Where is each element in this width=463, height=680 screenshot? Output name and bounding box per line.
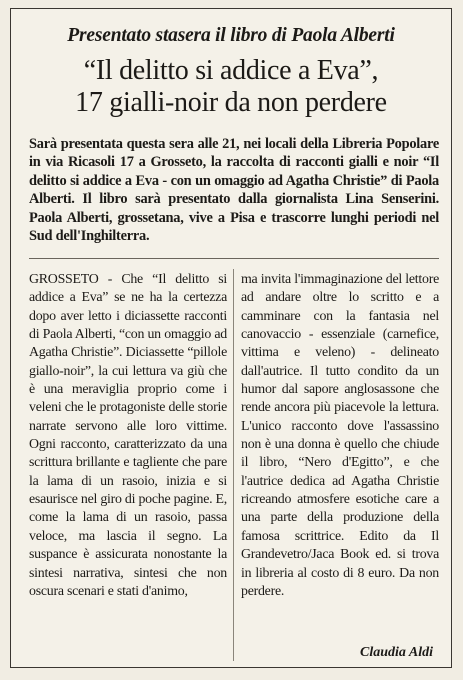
section-divider bbox=[29, 258, 439, 259]
column-divider bbox=[233, 269, 234, 661]
article-headline bbox=[11, 55, 451, 119]
article-summary: Sarà presentata questa sera alle 21, nei locali della Libreria Popolare in via Ricasoli 17 a Grosseto, la raccolta di racconti gialli e noir “Il delitto si addice a Eva - con un omaggio ad Agatha Christie” di Paola Alberti. Il libro sarà presentato dalla giornalista Lina Senserini. Paola Alberti, grossetana, vive a Pisa e trascorre lunghi periodi nel Sud dell'Inghilterra. bbox=[29, 136, 439, 245]
headline-line-1: “Il delitto si addice a Eva”, bbox=[83, 55, 379, 86]
article-body-column-1: GROSSETO - Che “Il delitto si addice a Eva” se ne ha la certezza dopo aver letto i diciassette racconti di Paola Alberti, “con un omaggio ad Agatha Christie”. Diciassette “pillole giallo-noir”, la cui lettura va giù che è una meraviglia proprio come i veleni che le protagoniste delle storie narrate servono alle loro vittime. Ogni racconto, caratterizzato da una scrittura brillante e tagliente che pare la lama di un rasoio, inizia e si esaurisce nel giro di poche pagine. E, come la lama di un rasoio, passa veloce, ma lascia il segno. La suspance è assicurata nonostante la sintesi narrativa, sintesi che non oscura scenari e stati d'animo, bbox=[29, 272, 228, 599]
newspaper-clipping bbox=[10, 8, 452, 668]
article-body-column-2: ma invita l'immaginazione del lettore ad andare oltre lo scritto e a camminare con la fantasia nel canovaccio - essenziale (carnefice, vittima e veleno) - delineato dall'autrice. Il tutto condito da un humor dal sapore anglosassone che rende ancora più piacevole la lettura. L'unico racconto dove l'assassino non è una donna è quello che chiude il libro, “Nero d'Egitto”, e che l'autrice dedica ad Agatha Christie ricreando atmosfere esotiche care a una parte della produzione della famosa scrittrice. Edito da Il Grandevetro/Jaca Book ed. si trova in libreria al costo di 8 euro. Da non perdere. bbox=[241, 272, 439, 599]
article-kicker: Presentato stasera il libro di Paola Alberti bbox=[67, 25, 395, 46]
headline-line-2: 17 gialli-noir da non perdere bbox=[75, 87, 387, 118]
article-author: Claudia Aldi bbox=[359, 645, 433, 660]
